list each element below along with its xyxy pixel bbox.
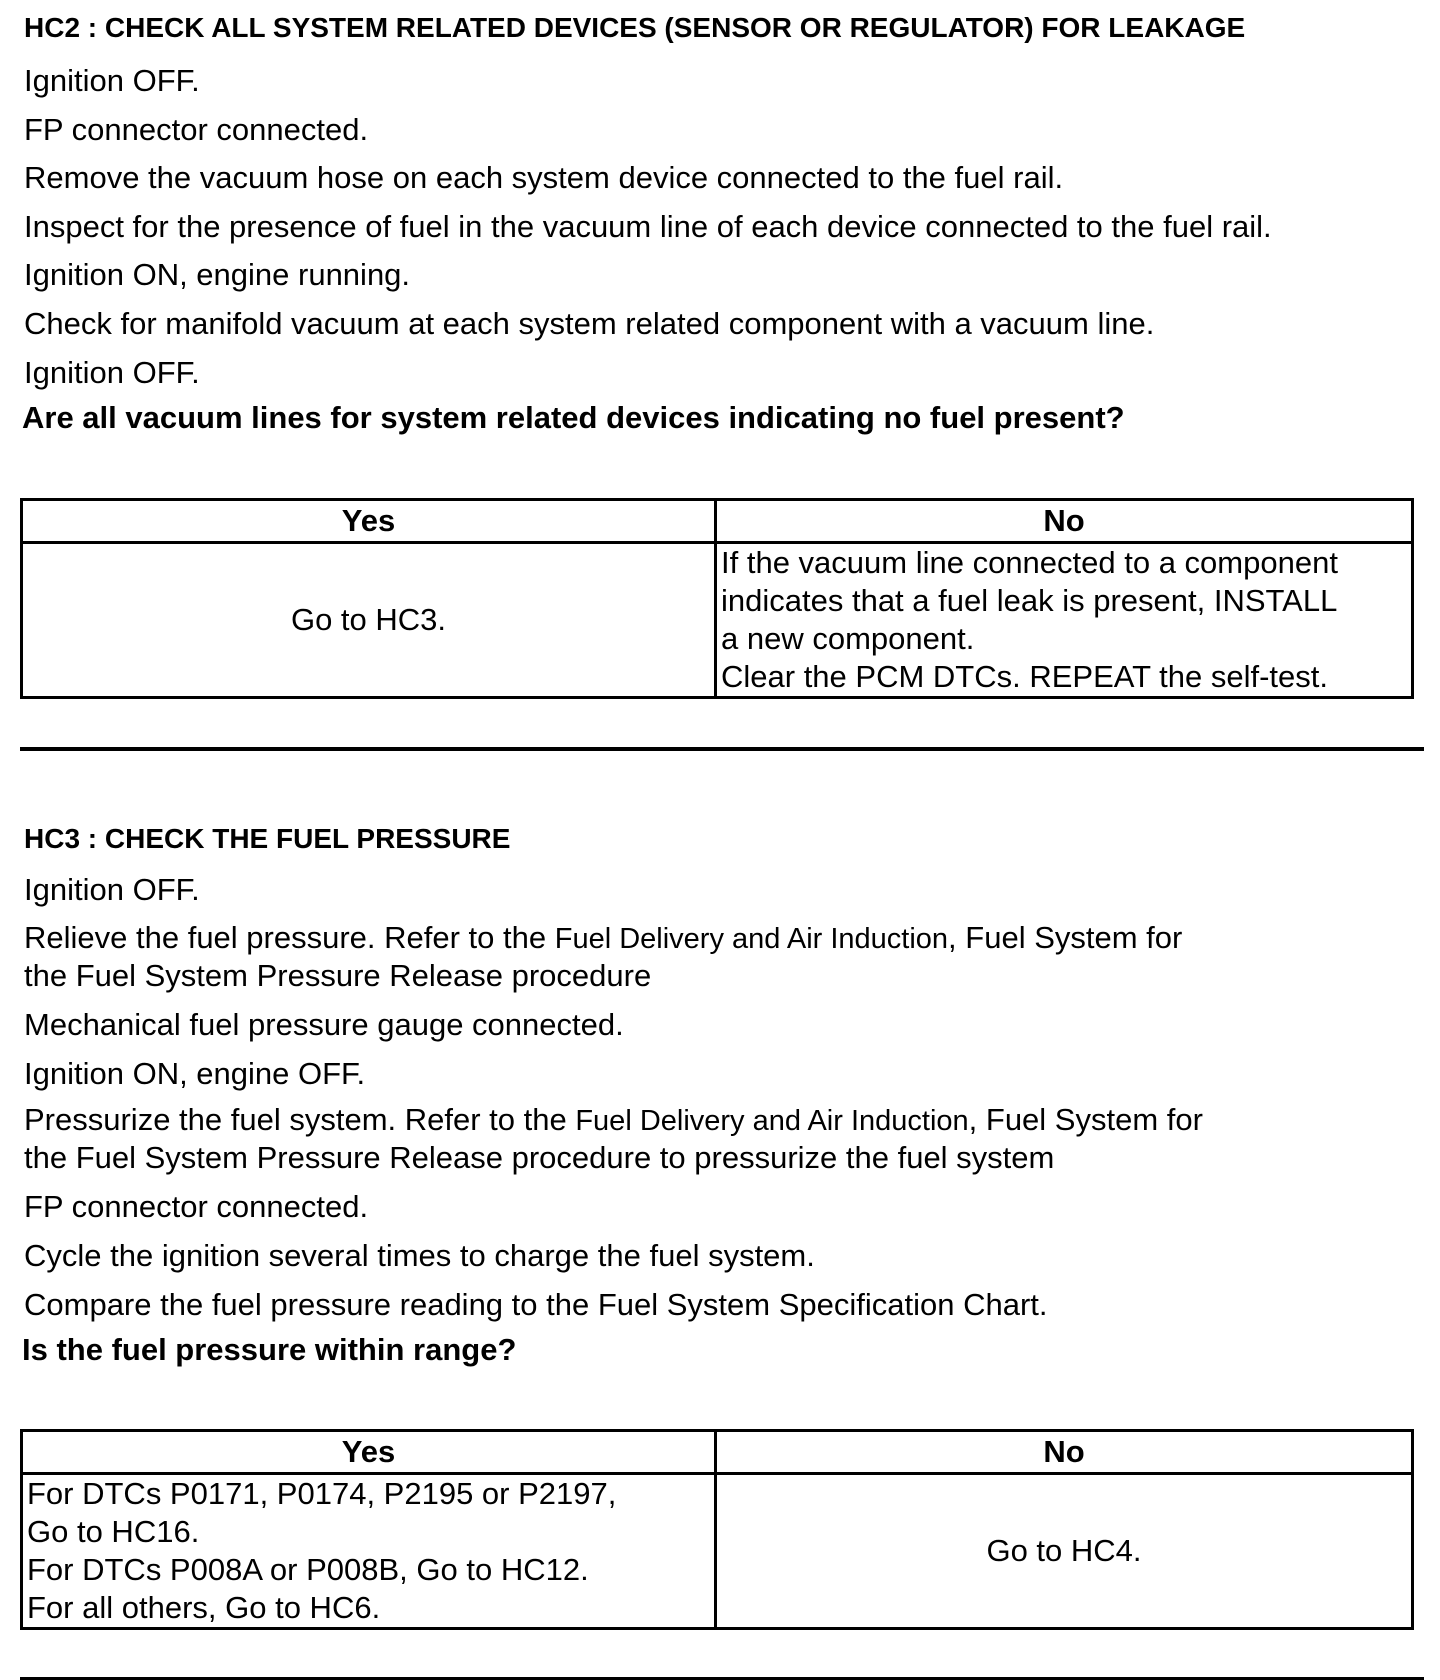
hc2-step-5: Ignition ON, engine running. — [24, 257, 411, 292]
hc2-no-line-3: a new component. — [721, 621, 975, 656]
hc3-yes-line-2: Go to HC16. — [27, 1514, 200, 1549]
hc2-table-body-row — [22, 543, 1413, 698]
hc2-step-1: Ignition OFF. — [24, 63, 200, 98]
hc3-table-header-row — [22, 1431, 1413, 1474]
hc3-question: Is the fuel pressure within range? — [22, 1332, 517, 1367]
section-divider-1 — [20, 747, 1424, 751]
hc3-step-5-line-2: the Fuel System Pressure Release procedure to pressurize the fuel system — [24, 1140, 1055, 1175]
hc3-step-7: Cycle the ignition several times to charge the fuel system. — [24, 1238, 815, 1273]
hc2-answer-table — [20, 498, 1414, 699]
hc2-yes-cell: Go to HC3. — [22, 543, 716, 698]
hc2-no-line-4: Clear the PCM DTCs. REPEAT the self-test. — [721, 659, 1328, 694]
hc3-step-5-reference: Fuel Delivery and Air Induction — [575, 1105, 969, 1137]
hc3-step-2-reference: Fuel Delivery and Air Induction — [554, 923, 949, 955]
hc3-yes-header: Yes — [22, 1431, 716, 1474]
hc3-no-cell: Go to HC4. — [716, 1474, 1413, 1629]
hc3-step-5-text-b: , Fuel System for — [968, 1102, 1203, 1137]
hc2-no-line-1: If the vacuum line connected to a component — [721, 545, 1338, 580]
hc3-yes-line-1: For DTCs P0171, P0174, P2195 or P2197, — [27, 1476, 617, 1511]
hc2-step-7: Ignition OFF. — [24, 355, 200, 390]
hc3-yes-cell — [22, 1474, 716, 1629]
hc2-heading: HC2 : CHECK ALL SYSTEM RELATED DEVICES (SENSOR OR REGULATOR) FOR LEAKAGE — [24, 12, 1246, 43]
hc3-step-1: Ignition OFF. — [24, 872, 200, 907]
hc3-step-2-text-b: , Fuel System for — [948, 920, 1183, 955]
hc2-no-cell — [716, 543, 1413, 698]
hc2-step-3: Remove the vacuum hose on each system device connected to the fuel rail. — [24, 160, 1064, 195]
hc2-step-6: Check for manifold vacuum at each system related component with a vacuum line. — [24, 306, 1155, 341]
hc3-yes-line-4: For all others, Go to HC6. — [27, 1590, 381, 1625]
hc3-step-5-text-a: Pressurize the fuel system. Refer to the — [24, 1102, 576, 1137]
hc3-step-4: Ignition ON, engine OFF. — [24, 1056, 366, 1091]
hc3-step-2-text-a: Relieve the fuel pressure. Refer to the — [24, 920, 555, 955]
hc2-question: Are all vacuum lines for system related devices indicating no fuel present? — [22, 400, 1125, 435]
hc3-step-3: Mechanical fuel pressure gauge connected. — [24, 1007, 624, 1042]
hc3-step-2-line-1 — [24, 919, 1182, 958]
hc3-step-8: Compare the fuel pressure reading to the Fuel System Specification Chart. — [24, 1287, 1048, 1322]
hc3-table-body-row — [22, 1474, 1413, 1629]
hc2-no-line-2: indicates that a fuel leak is present, INSTALL — [721, 583, 1338, 618]
hc3-step-5-line-1 — [24, 1101, 1203, 1140]
hc2-no-header: No — [716, 500, 1413, 543]
hc3-step-2-line-2: the Fuel System Pressure Release procedure — [24, 958, 652, 993]
hc2-step-4: Inspect for the presence of fuel in the vacuum line of each device connected to the fuel rail. — [24, 209, 1272, 244]
hc3-answer-table — [20, 1429, 1414, 1630]
hc2-yes-header: Yes — [22, 500, 716, 543]
hc2-step-2: FP connector connected. — [24, 112, 369, 147]
hc3-yes-line-3: For DTCs P008A or P008B, Go to HC12. — [27, 1552, 589, 1587]
hc3-no-header: No — [716, 1431, 1413, 1474]
hc3-heading: HC3 : CHECK THE FUEL PRESSURE — [24, 823, 511, 854]
hc3-step-6: FP connector connected. — [24, 1189, 369, 1224]
hc2-table-header-row — [22, 500, 1413, 543]
